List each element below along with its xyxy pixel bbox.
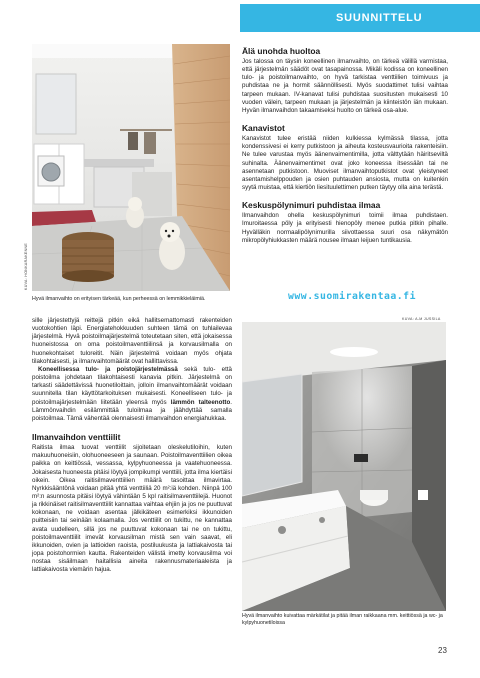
photo-caption-bottom: Hyvä ilmanvaihto kuivattaa märkätilat ja pitää ilman raikkaana mm. keittiössä ja wc- ja kylpyhuonetiloissa xyxy=(242,613,443,626)
text-vents: Raitista ilmaa tuovat venttiilit sijoitetaan oleskelutiloihin, kuten makuuhuoneisiin, olohuoneeseen ja saunaan. Poistoilmaventtiilien oikea paikka on keittiössä, vessassa, kylpyhuoneessa ja vaatehuoneessa. Jokaisesta huoneesta pitäisi löytyä jompikumpi venttiili, jotta ilma kiertäisi oikein. Oikea raitisilmaventtiilien määrä tasoittaa ilmavirtaa. Nyrkkisääntönä voidaan pitää yhtä venttiiliä 20 m²:iä kohden. Niinpä 100 m²:n asunnosta pitäisi löytyä vähintään 5 kpl raitisilmaventtiilejä. Huonot ja rikkinäiset raitisilmaventtiilit kannattaa vaihtaa ehjiin ja jos ne puuttuvat kokonaan, ne voidaan asentaa jälkikäteen esimerkiksi ikkunoiden puitteisiin tai seinään kolaamalla. Jos venttiilit on tukittu, ne kannattaa avata uudelleen, sillä jos ne puuttuvat kokonaan tai ne on tukittu, poistoilmaventtiilit imevät korvausilman mistä sen vain saavat, eli ikkunoiden, ovien ja lattioiden raoista, postiluukusta ja lattiakaivosta tai jopa poistohormien kautta. Rakenteiden välistä imetty korvausilma voi nostaa sisäilmaan haitallisia aineita rakennusmateriaaleista ja lattiakaivosta viemärin hajua. xyxy=(32,444,232,574)
page-number: 23 xyxy=(438,646,447,655)
section-label: SUUNNITTELU xyxy=(336,12,423,24)
mechanical-ventilation-lead: Koneellisessa tulo- ja poistojärjestelmässä xyxy=(38,365,178,373)
intro-text: sille järjestettyjä reittejä pitkin eikä hallitsemattomasti rakenteiden vuotokohtien läpi. Energiatehokkuuden suhteen tämä on tuhlailevaa järjestelmä. Hyvä poistoilmajärjestelmä toteutetaan siten, että jokaisessa huoneistossa on oma poistoilmaventtiilinsä ja korvausilmalla on huonekohtaiset tuloreitit. Näin järjestelmä voidaan myös ohjata tilakohtaisesti, ja ilmanvaihtomäärät ovat hallittavissa. xyxy=(32,317,232,365)
heading-maintenance: Älä unohda huoltoa xyxy=(242,46,321,56)
bathroom-photo xyxy=(242,322,446,611)
text-ducts: Kanavistot tulee eristää niiden kulkiessa kylmässä tilassa, jotta kondenssivesi ei kerry putkistoon ja aiheuta kosteusvaurioita rakenteisiin. Ne tulee varustaa myös äänenvaimentimilla, jotta välttytään häiritseviltä suhinalta. Äänenvaimentimet ovat joko koneessa itsessään tai ne asennetaan putkistoon. Muoviset ilmanvaihtoputkistot ovat yleistyneet asentamishelppouden ja osien puhtauden ansiosta, mutta on kuitenkin syytä muistaa, että kiertiön liesituulettimen putken täytyy olla aina terästä. xyxy=(242,135,448,192)
mechanical-ventilation-text: sekä tulo- että poistoilma johdetaan tilakohtaisesti kanavia pitkin. Järjestelmä on tarkasti säädettävissä huonetiloittain, jolloin ilmanvaihtomäärät voidaan suunnitella tilan käyttötarkoituksen mukaisesti. Koneelliseen tulo- ja poistoilmajärjestelmään liitetään yleensä myös xyxy=(32,365,232,406)
heading-vents: Ilmanvaihdon venttiilit xyxy=(32,432,121,443)
website-link[interactable]: www.suomirakentaa.fi xyxy=(288,291,416,302)
heading-central-vacuum: Keskuspölynimuri puhdistaa ilmaa xyxy=(242,200,381,211)
heading-ducts: Kanavistot xyxy=(242,123,285,134)
photo-caption-top: Hyvä ilmanvaihto on erityisen tärkeää, kun perheessä on lemmikkieläimiä. xyxy=(32,296,206,302)
left-column xyxy=(32,317,232,575)
mechanical-ventilation-paragraph xyxy=(32,366,232,423)
right-column xyxy=(242,46,448,245)
text-maintenance: Jos talossa on täysin koneellinen ilmanvaihto, on tärkeä välillä varmistaa, että järjestelmän säädöt ovat tasapainossa. Mikäli kodissa on koneellinen tulo- ja poistoilmanvaihto, on hyvä tarkistaa venttiilien toimivuus ja puhdistaa ne ja hormit säännöllisesti. Myös suodattimet tulisi vaihtaa tarpeen mukaan. IV-kanavat tulisi puhdistaa suositusten mukaisesti 10 vuoden välein, tarpeen mukaan ja järjestelmän ja kiinteistön iän mukaan. Hyvän ilmanvaihdon takaamiseksi huolto on tärkeä osa-alue. xyxy=(242,58,448,114)
photo-credit-bottom: KUVA: A-M JUSSILA xyxy=(402,317,441,321)
photo-credit-top: KUVA: HONKARAKENNE xyxy=(24,242,28,290)
section-tab xyxy=(240,4,480,32)
heat-recovery-term: lämmön talteenotto xyxy=(170,398,231,406)
laundry-room-photo xyxy=(32,44,230,291)
mechanical-ventilation-end: . Lämmönvaihdin esilämmittää tuloilmaa ja jäähdyttää samalla poistoilmaa. Tämä vähentää olennaisesti ilmanvaihdon energiahukkaa. xyxy=(32,398,232,422)
text-central-vacuum: Ilmanvaihdon ohella keskuspölynimuri toimii ilmaa puhdistaen. Imuroitaessa pöly ja erityisesti hienopöly menee putkia pitkin pihalle. Hyvälläkin normaalipölynimurilla siivottaessa suuri osa näkymätön mikropölyhiukkasten määrä nousee ilmaan leijuen tuntikausia. xyxy=(242,212,448,244)
